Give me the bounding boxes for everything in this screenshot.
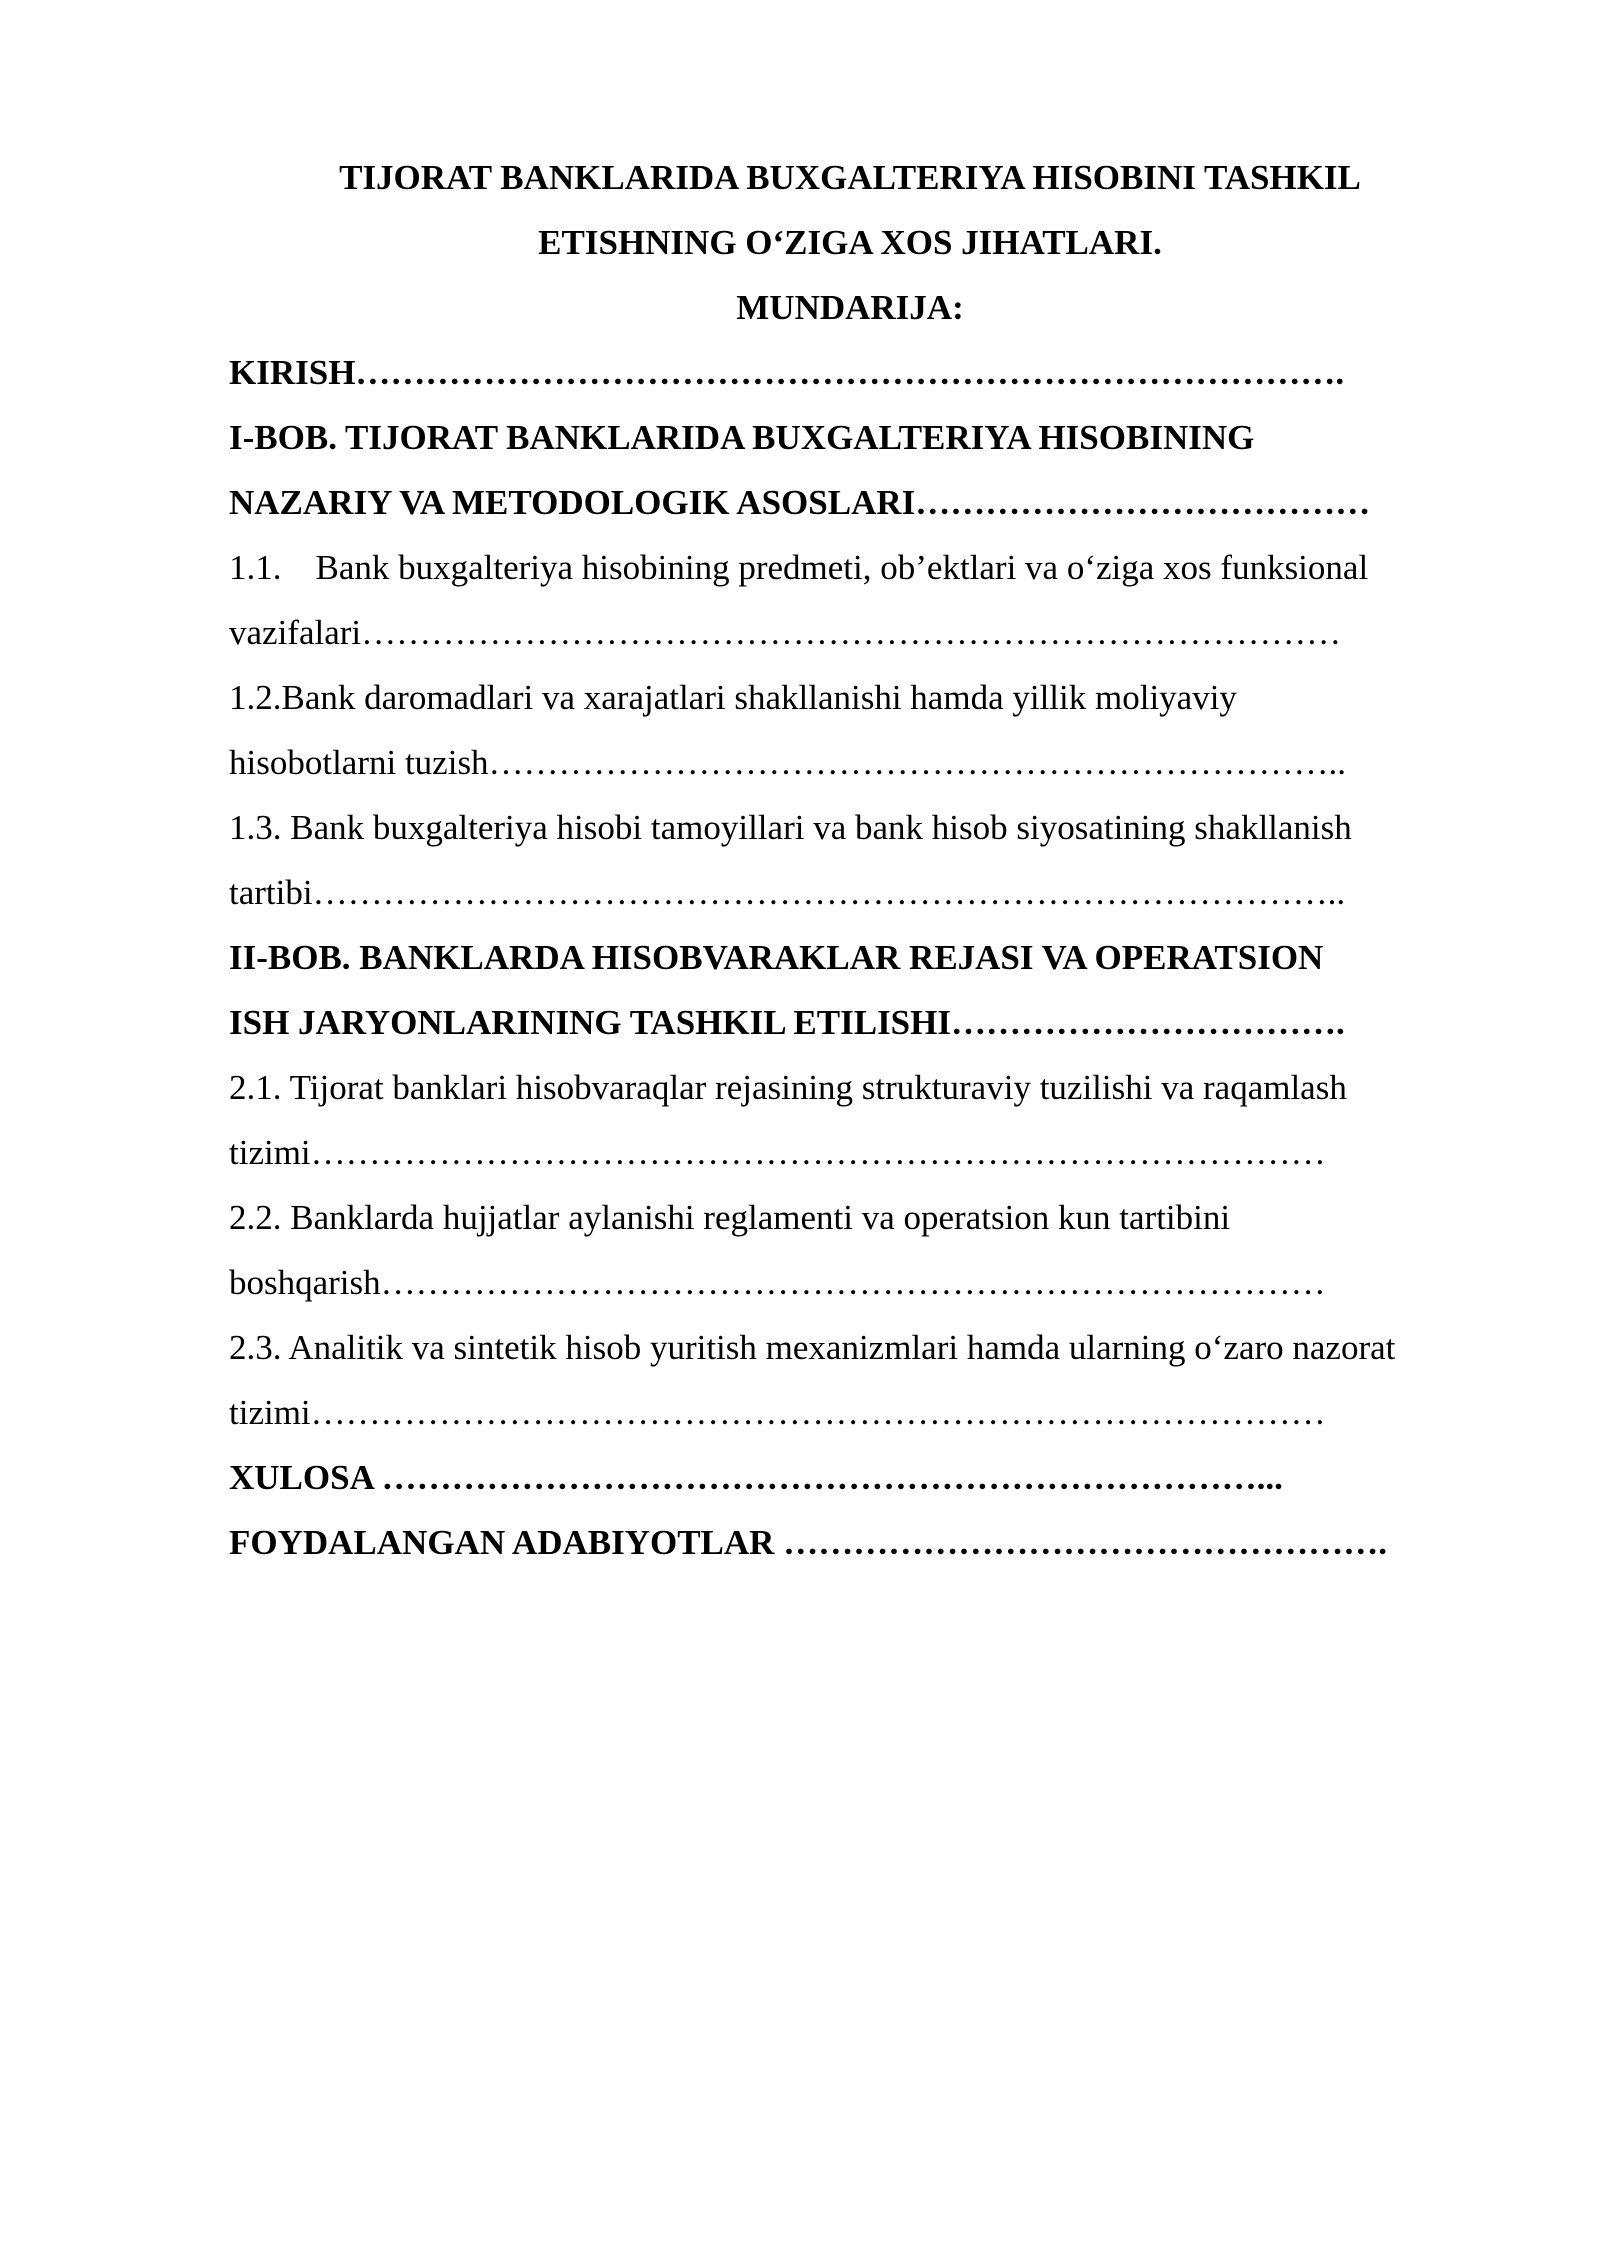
toc-entry-conclusion: XULOSA …………………………………………………………………... (229, 1458, 1283, 1497)
toc-entry-intro: KIRISH…………………………………………………………………………. (229, 353, 1345, 392)
toc-section-2-1-line-2: tizimi…………………………………………………………………………… (229, 1133, 1326, 1172)
contents-heading: MUNDARIJA: (736, 288, 964, 327)
document-title-line-2: ETISHNING O‘ZIGA XOS JIHATLARI. (538, 223, 1162, 262)
toc-section-1-2-line-1: 1.2.Bank daromadlari va xarajatlari shakllanishi hamda yillik moliyaviy (229, 678, 1237, 717)
toc-section-1-3-line-2: tartibi…………………………………………………………………………….. (229, 873, 1346, 912)
toc-section-2-2-line-1: 2.2. Banklarda hujjatlar aylanishi reglamenti va operatsion kun tartibini (229, 1198, 1231, 1237)
toc-section-1-1-line-1 (229, 535, 1491, 600)
toc-section-1-3-line-1: 1.3. Bank buxgalteriya hisobi tamoyillari va bank hisob siyosatining shakllanish (229, 808, 1352, 847)
document-page (229, 145, 1491, 1575)
toc-chapter-1-line-1: I-BOB. TIJORAT BANKLARIDA BUXGALTERIYA HISOBINING (229, 418, 1255, 457)
document-title-line-1: TIJORAT BANKLARIDA BUXGALTERIYA HISOBINI TASHKIL (339, 158, 1361, 197)
toc-section-2-3-line-2: tizimi…………………………………………………………………………… (229, 1393, 1326, 1432)
toc-section-2-1-line-1: 2.1. Tijorat banklari hisobvaraqlar rejasining strukturaviy tuzilishi va raqamlash (229, 1068, 1347, 1107)
toc-entry-references: FOYDALANGAN ADABIYOTLAR ……………………………………………. (229, 1523, 1387, 1562)
toc-section-1-1-line-2: vazifalari………………………………………………………………………… (229, 613, 1342, 652)
toc-section-2-3-line-1: 2.3. Analitik va sintetik hisob yuritish mexanizmlari hamda ularning o‘zaro nazorat (229, 1328, 1396, 1367)
toc-section-1-2-line-2: hisobotlarni tuzish……………………………………………………………….. (229, 743, 1347, 782)
toc-section-2-2-line-2: boshqarish……………………………………………………………………… (229, 1263, 1326, 1302)
toc-section-1-1-number: 1.1. (229, 548, 282, 587)
toc-chapter-2-line-2: ISH JARYONLARINING TASHKIL ETILISHI……………………………. (229, 1003, 1345, 1042)
toc-section-1-1-title: Bank buxgalteriya hisobining predmeti, ob’ektlari va o‘ziga xos funksional (315, 548, 1369, 587)
toc-chapter-1-line-2: NAZARIY VA METODOLOGIK ASOSLARI………………………………… (229, 483, 1371, 522)
toc-chapter-2-line-1: II-BOB. BANKLARDA HISOBVARAKLAR REJASI VA OPERATSION (229, 938, 1324, 977)
